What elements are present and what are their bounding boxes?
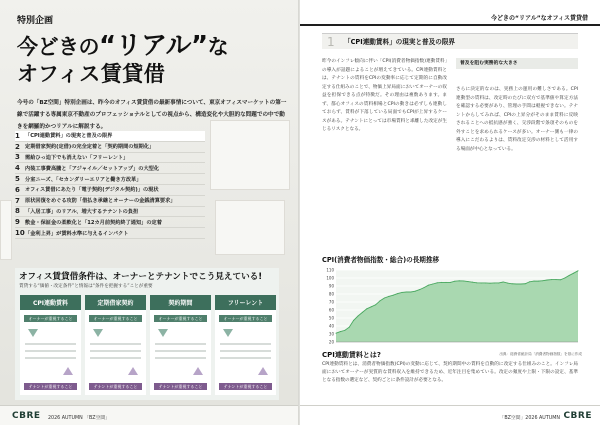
lead-paragraph: 今号の「BZ空間」特別企画は、昨今のオフィス賃貸借の最新事情について、東京オフィスマーケットの第一線で活躍する専属東京不動産のプロフェッショナルとしての視点から、構造変化や大胆的な問題での中で動きを網羅的かつリアルに解説する。	[17, 100, 287, 130]
cpi-data-point	[512, 283, 513, 284]
title-suffix: な	[207, 35, 229, 59]
cpi-data-point	[538, 281, 539, 282]
cpi-data-point	[450, 282, 451, 283]
cpi-data-point	[529, 281, 530, 282]
cpi-data-point	[384, 298, 385, 299]
condition-column-title: フリーレント	[215, 295, 276, 310]
tenant-label: テナントが重視すること	[219, 383, 272, 390]
condition-column-title: 定期借家契約	[85, 295, 146, 310]
cpi-data-point	[397, 293, 398, 294]
cpi-data-point	[463, 280, 464, 281]
cpi-data-point	[569, 275, 570, 276]
cpi-data-point	[406, 292, 407, 293]
cpi-data-point	[560, 279, 561, 280]
cpi-data-point	[358, 316, 359, 317]
y-tick-label: 80	[328, 291, 334, 297]
cpi-data-point	[578, 270, 579, 271]
owner-label: オーナーが重視すること	[219, 315, 272, 322]
owner-arrow	[28, 329, 38, 337]
y-tick-label: 90	[328, 283, 334, 289]
condition-line	[90, 357, 141, 359]
cpi-data-point	[353, 320, 354, 321]
owner-label: オーナーが重視すること	[89, 315, 142, 322]
cbre-logo: CBRE	[563, 411, 592, 421]
main-title-line1	[17, 25, 228, 62]
y-tick-label: 30	[328, 331, 334, 337]
cpi-subheading: CPI連動賃料とは?	[322, 351, 381, 359]
y-tick-label: 20	[328, 339, 334, 345]
toc-number: 5	[15, 175, 20, 184]
cpi-data-point	[437, 282, 438, 283]
cpi-data-point	[472, 282, 473, 283]
cpi-data-point	[336, 333, 337, 334]
toc-item	[15, 185, 205, 196]
toc-number: 10	[15, 229, 25, 238]
condition-line	[25, 343, 76, 345]
toc-item	[15, 142, 205, 153]
cpi-data-point	[525, 283, 526, 284]
tenant-arrow	[258, 367, 268, 375]
cpi-data-point	[494, 282, 495, 283]
toc-item	[15, 153, 205, 164]
cpi-data-point	[380, 300, 381, 301]
column-b-heading: 普及を阻む実務的な大きさ	[456, 58, 578, 69]
cpi-data-point	[476, 282, 477, 283]
toc-text: 需給ひっ迫下でも消えない「フリーレント」	[25, 154, 129, 161]
tenant-arrow	[63, 367, 73, 375]
toc-number: 6	[15, 185, 20, 194]
condition-line	[155, 350, 206, 352]
cpi-data-point	[388, 296, 389, 297]
background-window	[0, 200, 12, 260]
section-number: 1	[327, 35, 335, 49]
condition-line	[220, 350, 271, 352]
toc-text: 「CPI連動賃料」の現実と普及の限界	[25, 133, 113, 140]
y-tick-label: 110	[326, 267, 334, 273]
toc-item	[15, 228, 205, 239]
cpi-data-point	[371, 306, 372, 307]
toc-text: 原状回復をめぐる攻防「借払き承継とオーナーの金銭清算要求」	[25, 198, 176, 205]
condition-column	[150, 295, 211, 395]
background-window	[215, 200, 285, 255]
cpi-data-point	[415, 291, 416, 292]
condition-line	[90, 343, 141, 345]
cpi-data-point	[468, 281, 469, 282]
toc-number: 4	[15, 164, 20, 173]
issue-label: 「BZ空間」2026 AUTUMN	[499, 416, 560, 421]
cpi-data-point	[481, 282, 482, 283]
chart-canvas	[320, 266, 582, 350]
condition-line	[155, 343, 206, 345]
toc-text: 定期借家契約(定借)の完全定着と「契約期間の短期化」	[25, 144, 155, 151]
toc-text: 「入居工事」のリアル、増大するテナントの負担	[25, 208, 139, 215]
condition-line	[155, 357, 206, 359]
cpi-data-point	[573, 273, 574, 274]
toc-item	[15, 163, 205, 174]
condition-column-title: 契約期間	[150, 295, 211, 310]
cpi-data-point	[498, 282, 499, 283]
toc-number: 7	[15, 196, 20, 205]
toc-number: 3	[15, 153, 20, 162]
toc-text: 内装工事費高騰と「アジャイル／セットアップ」の大型化	[25, 165, 160, 172]
owner-label: オーナーが重視すること	[154, 315, 207, 322]
cpi-data-point	[349, 327, 350, 328]
cpi-data-point	[432, 284, 433, 285]
cpi-data-point	[428, 285, 429, 286]
feature-tag: 特別企画	[17, 16, 54, 26]
condition-line	[220, 357, 271, 359]
conditions-panel	[15, 268, 279, 400]
owner-arrow	[158, 329, 168, 337]
title-prefix: 今どきの	[17, 35, 99, 59]
toc-item	[15, 196, 205, 207]
toc-text: 分室ニーズ、「セカンダリーエリアと働き方改革」	[25, 176, 142, 183]
owner-label: オーナーが重視すること	[24, 315, 77, 322]
condition-line	[220, 343, 271, 345]
toc-item	[15, 217, 205, 228]
condition-column	[215, 295, 276, 395]
body-column-b: さらに決定的なのは、実務上の運用の難しさである。CPI連動型の賃料は、改定時のたびに双方で基準値や算定方法を確認する必要があり、管理の手間は軽視できない。テナントからしてみれば、CPIの上昇分がそのまま賃料に反映されることへの抵抗感が強く、交渉段階で条項そのものを外すことを求められるケースが多い。オーナー側も一律の導入にこだわるよりは、賃料改定交渉の材料として活用する場面が中心となっている。	[456, 87, 578, 152]
cpi-data-point	[556, 279, 557, 280]
cpi-data-point	[490, 283, 491, 284]
cpi-data-point	[520, 284, 521, 285]
toc-number: 8	[15, 207, 20, 216]
cpi-data-point	[362, 312, 363, 313]
body-column-a: 昨今のインフレ傾向に伴い「CPI(消費者物価指数)連動賃料」の導入が話題によることが増えてきている。CPI連動賃料とは、テナントの賃料をCPIの変動率に応じて定期的に自動改定する仕組みのことで、物価上昇局面においてオーナーの収益を担保できる点が特徴だ。その理由は複数あります。まず、都心オフィスの賃料相場とCPIの動きは必ずしも連動しておらず、賃料が下落している局面でもCPIが上昇するケースがある。テナントにとっては市場賃料と乖離した改定が生じるリスクとなる。	[322, 59, 447, 132]
cpi-data-point	[419, 289, 420, 290]
toc-item	[15, 207, 205, 218]
conditions-columns	[20, 295, 276, 395]
condition-line	[90, 350, 141, 352]
cbre-logo: CBRE	[12, 411, 41, 421]
main-title-line2: オフィス賃貸借	[17, 62, 166, 86]
cpi-data-point	[547, 280, 548, 281]
condition-column	[85, 295, 146, 395]
condition-line	[25, 350, 76, 352]
section-heading	[322, 33, 578, 49]
cpi-data-point	[485, 282, 486, 283]
cpi-data-point	[542, 280, 543, 281]
y-tick-label: 70	[328, 299, 334, 305]
toc-text: 「金利上昇」が賃料水準に与えるインパクト	[25, 230, 129, 237]
condition-column-title: CPI連動賃料	[20, 295, 81, 310]
toc-text: 敷金・保証金の柔軟化と「12カ月前契約終了通知」の定着	[25, 219, 162, 226]
chart-source-note: 出典：総務省統計局「消費者物価指数」を基に作成	[499, 352, 582, 356]
y-tick-label: 100	[326, 275, 334, 281]
toc-number: 9	[15, 218, 20, 227]
chart-title: CPI(消費者物価指数・総合)の長期推移	[322, 256, 440, 264]
condition-column	[20, 295, 81, 395]
cpi-data-point	[534, 281, 535, 282]
cpi-data-point	[551, 279, 552, 280]
tenant-label: テナントが重視すること	[24, 383, 77, 390]
owner-arrow	[223, 329, 233, 337]
condition-line	[25, 357, 76, 359]
y-tick-label: 60	[328, 307, 334, 313]
cpi-data-point	[344, 330, 345, 331]
right-page	[300, 0, 600, 425]
footer-left	[0, 405, 300, 425]
tenant-label: テナントが重視すること	[154, 383, 207, 390]
cpi-data-point	[340, 331, 341, 332]
tenant-arrow	[128, 367, 138, 375]
toc-number: 2	[15, 142, 20, 151]
cpi-data-point	[424, 287, 425, 288]
cpi-data-point	[516, 284, 517, 285]
table-of-contents	[15, 131, 205, 239]
toc-item	[15, 174, 205, 185]
section-title: 「CPI連動賃料」の現実と普及の限界	[344, 38, 456, 46]
cpi-data-point	[441, 282, 442, 283]
cpi-data-point	[410, 292, 411, 293]
cpi-data-point	[459, 280, 460, 281]
header-rule	[300, 24, 600, 26]
toc-number: 1	[15, 131, 20, 140]
cpi-data-point	[402, 292, 403, 293]
cpi-data-point	[446, 282, 447, 283]
y-tick-label: 50	[328, 315, 334, 321]
toc-item	[15, 131, 205, 142]
y-tick-label: 40	[328, 323, 334, 329]
owner-arrow	[93, 329, 103, 337]
cpi-explanation: CPI連動賃料とは、消費者物価指数(CPI)の変動に応じて、契約期間中の賃料を自動的に改定する仕組みのこと。インフレ局面においてオーナーが実質的な賃料収入を維持できるため、近年注目を集めている。改定の頻度や上限・下限の設定、基準となる指数の選定など、契約ごとに条件設計が必要となる。	[322, 362, 578, 383]
cpi-data-point	[503, 282, 504, 283]
conditions-title: オフィス賃貸借条件は、オーナーとテナントでこう見えている!	[19, 272, 263, 282]
cpi-data-point	[507, 283, 508, 284]
issue-label: 2026 AUTUMN 「BZ空間」	[48, 416, 110, 421]
footer-right	[300, 405, 600, 425]
title-quoted: “リアル”	[99, 31, 208, 61]
conditions-subtitle: 賃貸する“価値・改定条件”と情報は“条件を把握する”ことが重要	[19, 284, 153, 289]
running-head: 今どきの“リアル”なオフィス賃貸借	[491, 15, 588, 22]
cpi-data-point	[375, 304, 376, 305]
cpi-data-point	[564, 278, 565, 279]
cpi-data-point	[454, 281, 455, 282]
tenant-label: テナントが重視すること	[89, 383, 142, 390]
toc-text: オフィス賃借にあたり「電子契約(デジタル契約)」の現状	[25, 187, 159, 194]
tenant-arrow	[193, 367, 203, 375]
cpi-data-point	[366, 308, 367, 309]
cpi-data-point	[393, 295, 394, 296]
